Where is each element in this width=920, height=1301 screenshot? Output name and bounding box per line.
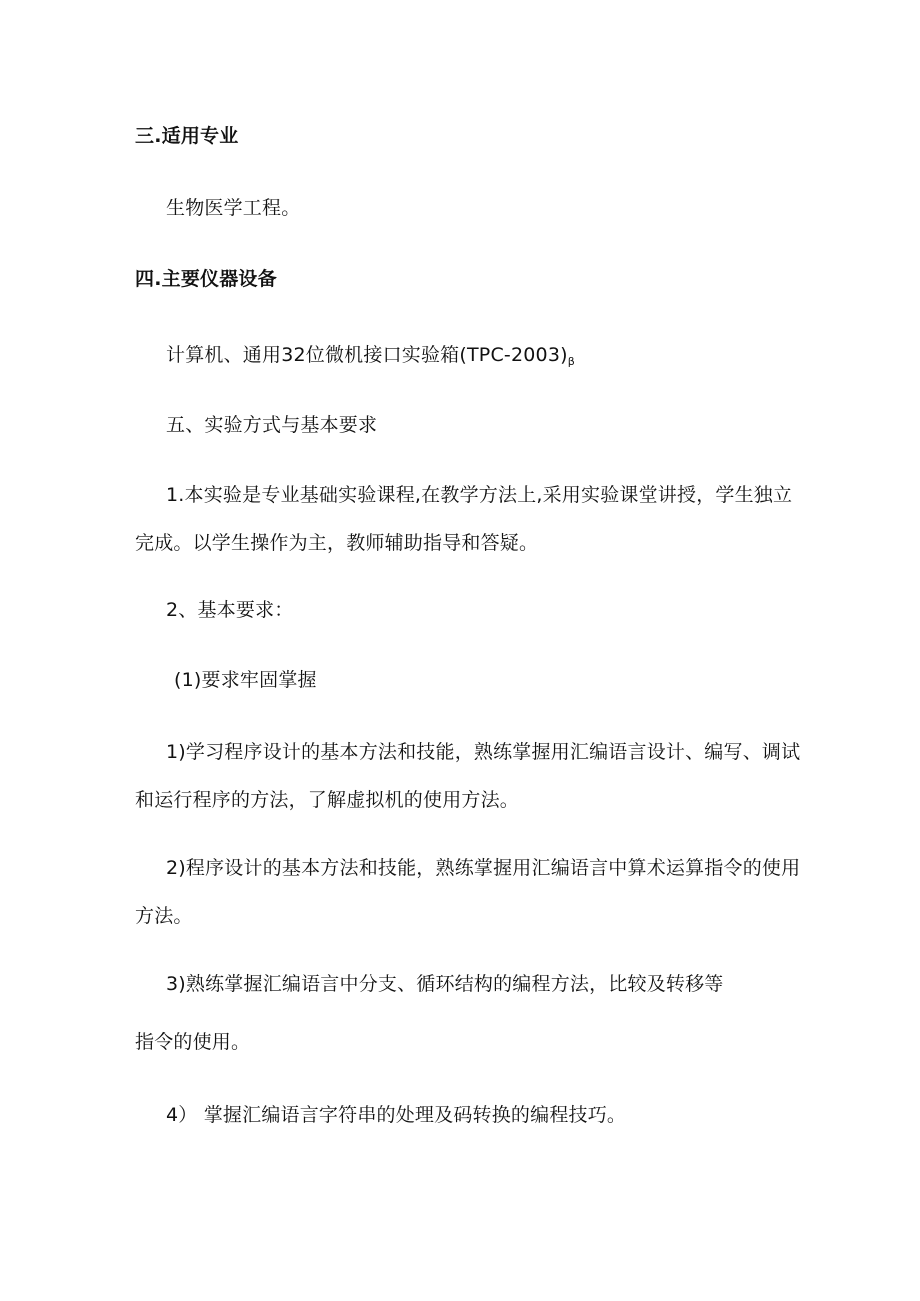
- section-4-body-text: 计算机、通用32位微机接口实验箱(TPC-2003): [166, 344, 568, 366]
- requirement-4-line-1: 4） 掌握汇编语言字符串的处理及码转换的编程技巧。: [166, 1104, 627, 1126]
- section-4-body: [166, 343, 575, 370]
- requirement-1-line-2: 和运行程序的方法，了解虚拟机的使用方法。: [135, 789, 520, 811]
- requirement-2-line-2: 方法。: [135, 905, 193, 927]
- section-3-body: 生物医学工程。: [166, 197, 301, 219]
- item-1-line-1: 1.本实验是专业基础实验课程,在教学方法上,采用实验课堂讲授，学生独立: [166, 484, 793, 506]
- section-5-heading: 五、实验方式与基本要求: [166, 414, 378, 436]
- requirement-1-line-1: 1)学习程序设计的基本方法和技能，熟练掌握用汇编语言设计、编写、调试: [166, 741, 801, 763]
- section-4-heading: 四.主要仪器设备: [135, 268, 277, 290]
- requirement-3-line-2: 指令的使用。: [135, 1031, 251, 1053]
- item-1-line-2: 完成。以学生操作为主，教师辅助指导和答疑。: [135, 532, 539, 554]
- section-4-body-suffix: β: [567, 355, 575, 368]
- sub-1-title: (1)要求牢固掌握: [174, 669, 317, 691]
- requirement-3-line-1: 3)熟练掌握汇编语言中分支、循环结构的编程方法，比较及转移等: [166, 973, 724, 995]
- item-2-title: 2、基本要求：: [166, 599, 294, 621]
- requirement-2-line-1: 2)程序设计的基本方法和技能，熟练掌握用汇编语言中算术运算指令的使用: [166, 857, 801, 879]
- section-3-heading: 三.适用专业: [135, 125, 239, 147]
